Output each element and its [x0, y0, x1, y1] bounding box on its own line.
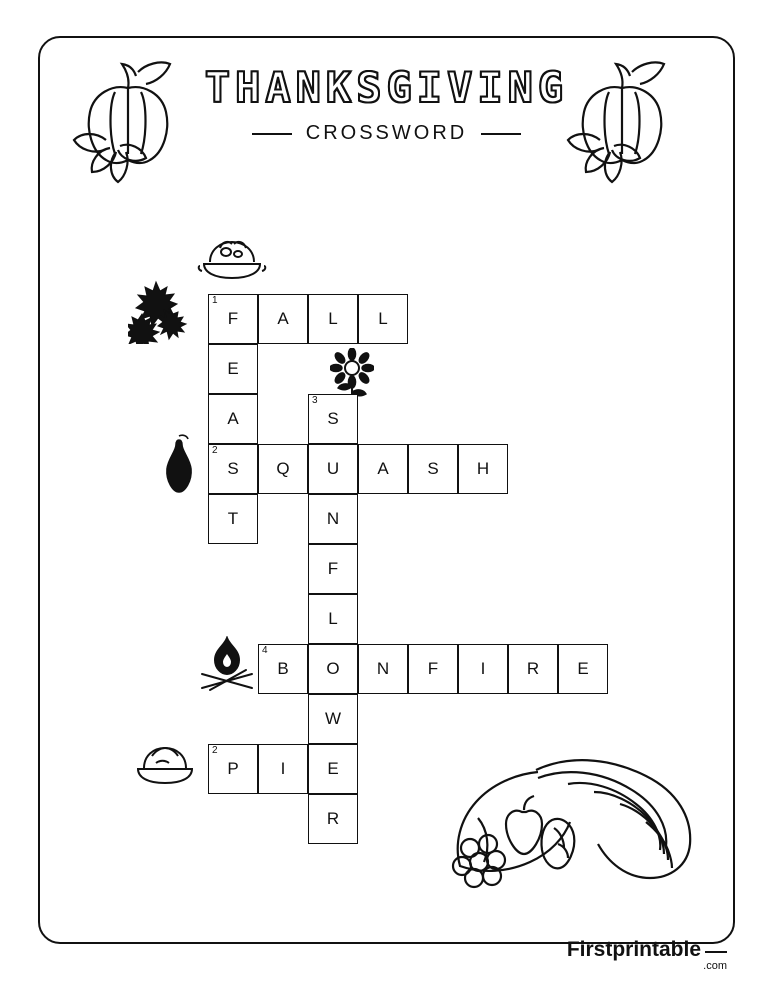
- crossword-cell[interactable]: [508, 644, 558, 694]
- crossword-cell[interactable]: [308, 544, 358, 594]
- pie-icon: [134, 736, 196, 795]
- crossword-cell[interactable]: [358, 644, 408, 694]
- maple-leaves-icon: [128, 278, 200, 349]
- crossword-cell-letter: Q: [276, 459, 290, 478]
- crossword-cell[interactable]: [208, 294, 258, 344]
- crossword-cell[interactable]: [308, 394, 358, 444]
- page-title: THANKSGIVING: [204, 63, 569, 112]
- crossword-cell[interactable]: [308, 594, 358, 644]
- rule-right: [481, 133, 521, 135]
- crossword-cell-letter: A: [227, 409, 239, 428]
- crossword-cell-letter: P: [227, 759, 239, 778]
- crossword-cell-letter: S: [227, 459, 239, 478]
- gourd-icon: [160, 434, 198, 503]
- crossword-cell[interactable]: [308, 694, 358, 744]
- crossword-cell[interactable]: [308, 294, 358, 344]
- crossword-cell-number: 4: [262, 645, 268, 656]
- crossword-cell[interactable]: [408, 644, 458, 694]
- crossword-cell[interactable]: [558, 644, 608, 694]
- footer-tld: .com: [703, 960, 727, 972]
- crossword-cell-number: 1: [212, 295, 218, 306]
- crossword-cell-letter: L: [378, 309, 388, 328]
- crossword-cell-letter: U: [326, 459, 340, 478]
- crossword-cell[interactable]: [308, 644, 358, 694]
- crossword-cell-letter: A: [377, 459, 389, 478]
- pumpkin-icon: [560, 48, 690, 193]
- footer-logo: [567, 938, 727, 972]
- footer-brand: Firstprintable: [566, 938, 701, 961]
- crossword-cell-letter: N: [326, 509, 340, 528]
- crossword-grid: [208, 294, 658, 844]
- crossword-cell[interactable]: [258, 744, 308, 794]
- crossword-cell-letter: H: [476, 459, 490, 478]
- crossword-cell-letter: L: [328, 609, 338, 628]
- crossword-cell-letter: T: [227, 509, 239, 528]
- crossword-cell[interactable]: [458, 644, 508, 694]
- crossword-cell[interactable]: [208, 744, 258, 794]
- crossword-cell[interactable]: [258, 294, 308, 344]
- crossword-cell-letter: I: [280, 759, 286, 778]
- crossword-cell[interactable]: [408, 444, 458, 494]
- crossword-cell[interactable]: [208, 394, 258, 444]
- pumpkin-icon: [66, 48, 196, 193]
- crossword-cell[interactable]: [208, 344, 258, 394]
- crossword-cell-letter: F: [227, 309, 239, 328]
- crossword-cell-letter: F: [327, 559, 339, 578]
- footer-rule: [705, 951, 727, 953]
- crossword-cell[interactable]: [358, 294, 408, 344]
- crossword-cell-letter: E: [227, 359, 239, 378]
- crossword-cell[interactable]: [308, 494, 358, 544]
- page-subtitle: CROSSWORD: [305, 122, 468, 145]
- crossword-cell-number: 2: [212, 445, 218, 456]
- crossword-cell-number: 2: [212, 745, 218, 756]
- crossword-cell-letter: E: [577, 659, 589, 678]
- crossword-cell-letter: B: [277, 659, 289, 678]
- crossword-cell-letter: O: [326, 659, 340, 678]
- crossword-cell[interactable]: [308, 444, 358, 494]
- crossword-cell-letter: A: [277, 309, 289, 328]
- crossword-cell-letter: I: [480, 659, 486, 678]
- crossword-cell-letter: L: [328, 309, 338, 328]
- crossword-cell[interactable]: [208, 444, 258, 494]
- crossword-cell-letter: F: [427, 659, 439, 678]
- crossword-cell-number: 3: [312, 395, 318, 406]
- crossword-cell-letter: S: [427, 459, 439, 478]
- rule-left: [252, 133, 292, 135]
- crossword-cell-letter: S: [327, 409, 339, 428]
- crossword-cell[interactable]: [258, 644, 308, 694]
- crossword-cell-letter: R: [326, 809, 340, 828]
- crossword-cell[interactable]: [308, 744, 358, 794]
- crossword-cell[interactable]: [308, 794, 358, 844]
- crossword-cell-letter: E: [327, 759, 339, 778]
- crossword-cell[interactable]: [208, 494, 258, 544]
- crossword-cell[interactable]: [458, 444, 508, 494]
- crossword-cell-letter: W: [324, 709, 342, 728]
- crossword-cell-letter: N: [376, 659, 390, 678]
- crossword-cell[interactable]: [358, 444, 408, 494]
- crossword-cell[interactable]: [258, 444, 308, 494]
- crossword-cell-letter: R: [526, 659, 540, 678]
- roast-turkey-icon: [196, 228, 268, 291]
